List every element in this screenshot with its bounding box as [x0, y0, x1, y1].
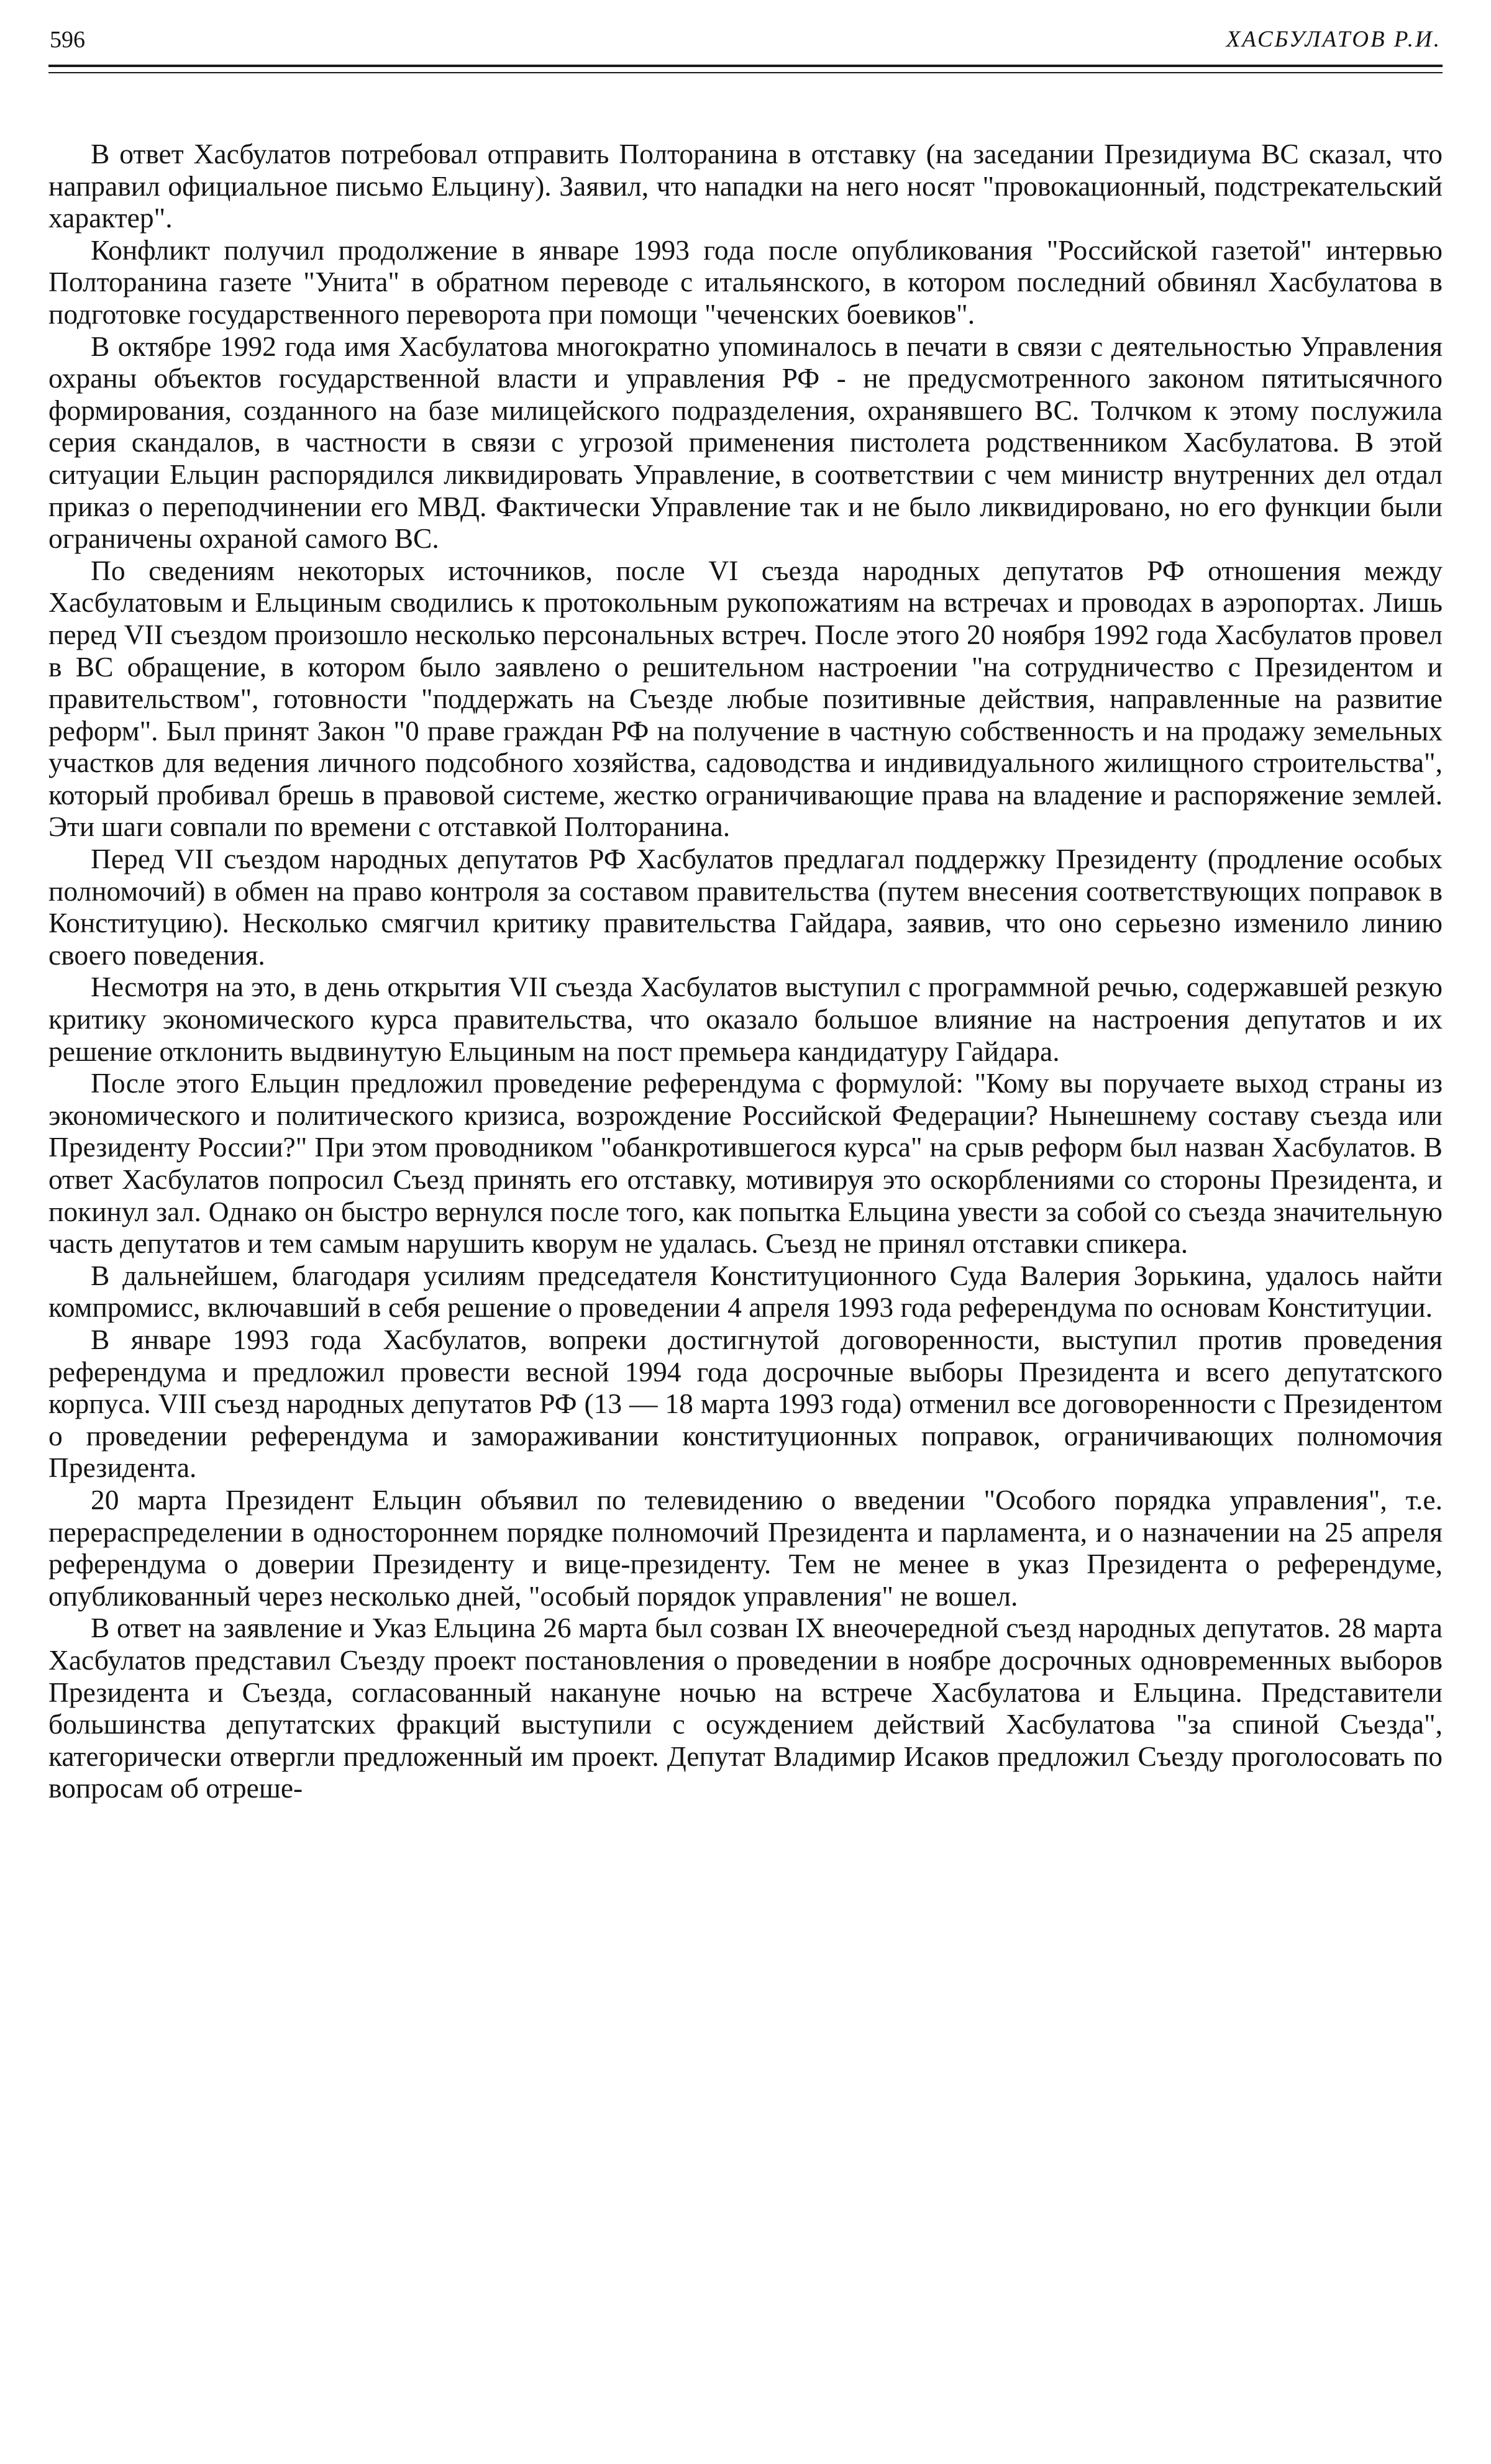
paragraph-7: После этого Ельцин предложил проведение референдума с формулой: "Кому вы поручаете выход страны из экономического и политического кризиса, возрождение Российской Федерации? Нынешнему составу съезда или Президенту России?" При этом проводником "обанкротившегося курса" на срыв реформ был назван Хасбулатов. В ответ Хасбулатов попросил Съезд принять его отставку, мотивируя это оскорблениями со стороны Президента, и покинул зал. Однако он быстро вернулся после того, как попытка Ельцина увести за собой со съезда значительную часть депутатов и тем самым нарушить кворум не удалась. Съезд не принял отставки спикера. [48, 1067, 1443, 1260]
header-rule-thin [48, 72, 1443, 73]
header-rule-thick [48, 65, 1443, 67]
page-number: 596 [50, 27, 85, 53]
paragraph-10: 20 марта Президент Ельцин объявил по телевидению о введении "Особого порядка управления", т.е. перераспределении в одностороннем порядке полномочий Президента и парламента, и о назначении на 25 апреля референдума о доверии Президенту и вице-президенту. Тем не менее в указ Президента о референдуме, опубликованный через несколько дней, "особый порядок управления" не вошел. [48, 1483, 1443, 1612]
paragraph-4: По сведениям некоторых источников, после VI съезда народных депутатов РФ отношения между Хасбулатовым и Ельциным сводились к протокольным рукопожатиям на встречах и проводах в аэропортах. Лишь перед VII съездом произошло несколько персональных встреч. После этого 20 ноября 1992 года Хасбулатов провел в ВС обращение, в котором было заявлено о решительном настроении "на сотрудничество с Президентом и правительством", готовности "поддержать на Съезде любые позитивные действия, направленные на развитие реформ". Был принят Закон "0 праве граждан РФ на получение в частную собственность и на продажу земельных участков для ведения личного подсобного хозяйства, садоводства и индивидуального жилищного строительства", который пробивал брешь в правовой системе, жестко ограничивающие права на владение и распоряжение землей. Эти шаги совпали по времени с отставкой Полторанина. [48, 554, 1443, 843]
paragraph-8: В дальнейшем, благодаря усилиям председателя Конституционного Суда Валерия Зорькина, удалось найти компромисс, включавший в себя решение о проведении 4 апреля 1993 года референдума по основам Конституции. [48, 1259, 1443, 1324]
paragraph-11: В ответ на заявление и Указ Ельцина 26 марта был созван IX внеочередной съезд народных депутатов. 28 марта Хасбулатов представил Съезду проект постановления о проведении в ноябре досрочных одновременных выборов Президента и Съезда, согласованный накануне ночью на встрече Хасбулатова и Ельцина. Представители большинства депутатских фракций выступили с осуждением действий Хасбулатова "за спиной Съезда", категорически отвергли предложенный им проект. Депутат Владимир Исаков предложил Съезду проголосовать по вопросам об отреше- [48, 1612, 1443, 1804]
paragraph-2: Конфликт получил продолжение в январе 1993 года после опубликования "Российской газетой" интервью Полторанина газете "Унита" в обратном переводе с итальянского, в котором последний обвинял Хасбулатова в подготовке государственного переворота при помощи "чеченских боевиков". [48, 234, 1443, 330]
paragraph-1: В ответ Хасбулатов потребовал отправить Полторанина в отставку (на заседании Президиума ВС сказал, что направил официальное письмо Ельцину). Заявил, что нападки на него носят "провокационный, подстрекательский характер". [48, 138, 1443, 234]
running-title: ХАСБУЛАТОВ Р.И. [1226, 27, 1441, 52]
paragraph-9: В январе 1993 года Хасбулатов, вопреки достигнутой договоренности, выступил против проведения референдума и предложил провести весной 1994 года досрочные выборы Президента и всего депутатского корпуса. VIII съезд народных депутатов РФ (13 — 18 марта 1993 года) отменил все договоренности с Президентом о проведении референдума и замораживании конституционных поправок, ограничивающих полномочия Президента. [48, 1323, 1443, 1484]
paragraph-6: Несмотря на это, в день открытия VII съезда Хасбулатов выступил с программной речью, содержавшей резкую критику экономического курса правительства, что оказало большое влияние на настроения депутатов и их решение отклонить выдвинутую Ельциным на пост премьера кандидатуру Гайдара. [48, 971, 1443, 1067]
paragraph-5: Перед VII съездом народных депутатов РФ Хасбулатов предлагал поддержку Президенту (продление особых полномочий) в обмен на право контроля за составом правительства (путем внесения соответствующих поправок в Конституцию). Несколько смягчил критику правительства Гайдара, заявив, что оно серьезно изменило линию своего поведения. [48, 843, 1443, 971]
page-header [50, 21, 1441, 58]
paragraph-3: В октябре 1992 года имя Хасбулатова многократно упоминалось в печати в связи с деятельностью Управления охраны объектов государственной власти и управления РФ - не предусмотренного законом пятитысячного формирования, созданного на базе милицейского подразделения, охранявшего ВС. Толчком к этому послужила серия скандалов, в частности в связи с угрозой применения пистолета родственником Хасбулатова. В этой ситуации Ельцин распорядился ликвидировать Управление, в соответствии с чем министр внутренних дел отдал приказ о переподчинении его МВД. Фактически Управление так и не было ликвидировано, но его функции были ограничены охраной самого ВС. [48, 330, 1443, 555]
article-body [48, 138, 1443, 1804]
